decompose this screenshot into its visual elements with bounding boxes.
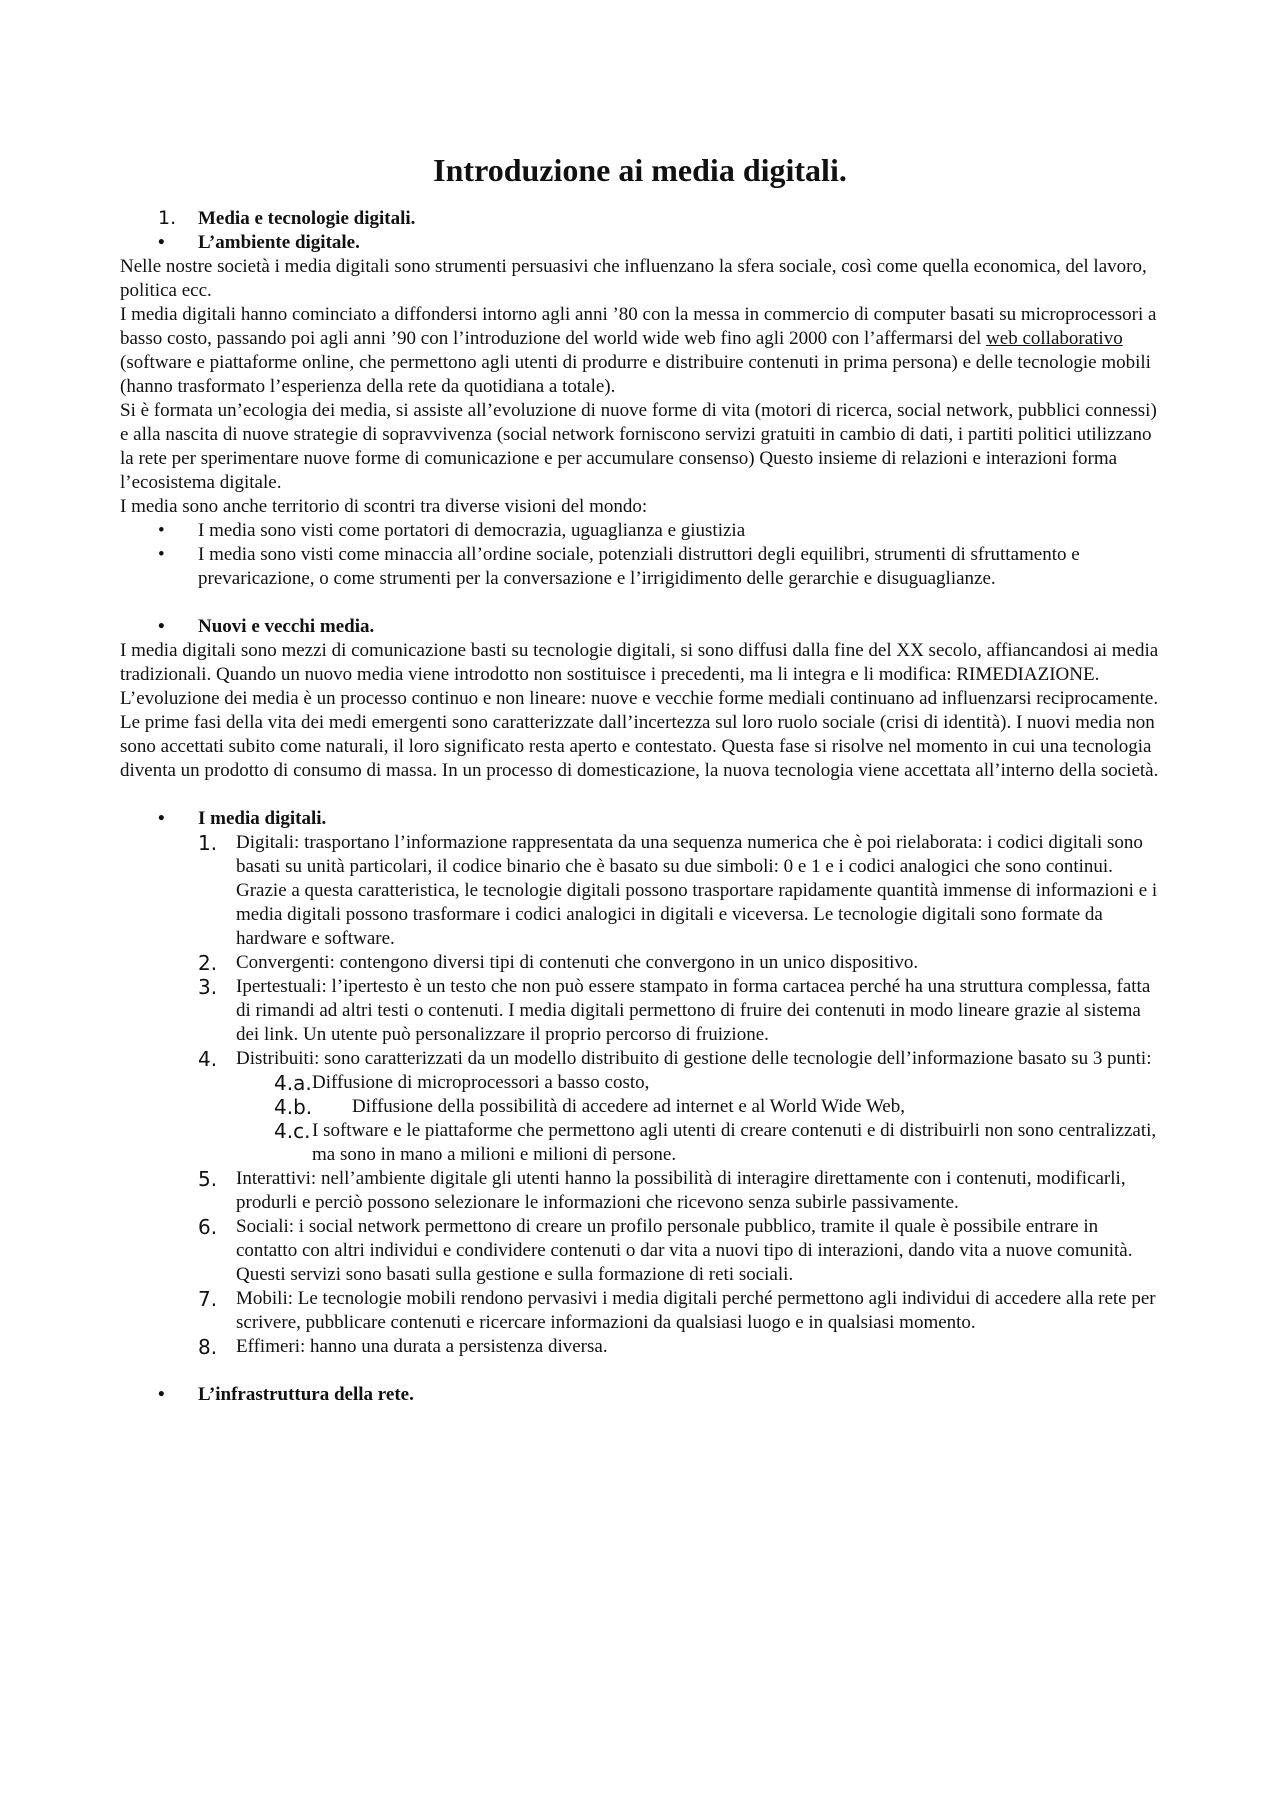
numbered-item [198, 951, 1160, 975]
item-text: Ipertestuali: l’ipertesto è un testo che non può essere stampato in forma cartacea perché ha una struttura complessa, fatta di rimandi ad altri testi o contenuti. I media digitali permettono di fruire dei contenuti in modo lineare grazie al sistema dei link. Un utente può personalizzare il proprio percorso di fruizione. [236, 976, 1151, 1045]
item-number: 2. [198, 951, 218, 975]
bullet-icon: • [158, 520, 165, 541]
underlined-term: web collaborativo [986, 328, 1123, 349]
paragraph-text: I media digitali hanno cominciato a diffondersi intorno agli anni ’80 con la messa in commercio di computer basati su microprocessori a basso costo, passando poi agli anni ’90 con l’introduzione del world wide web fino agli 2000 con l’affermarsi del [120, 304, 1157, 349]
item-text: Interattivi: nell’ambiente digitale gli utenti hanno la possibilità di interagire direttamente con i contenuti, modificarli, produrli e perciò possono selezionare le informazioni che ricevono senza subirle passivamente. [236, 1168, 1126, 1213]
item-number: 7. [198, 1287, 218, 1311]
item-number: 3. [198, 975, 218, 999]
item-text: Convergenti: contengono diversi tipi di contenuti che convergono in un unico dispositivo. [236, 952, 919, 973]
sub-item-text: I software e le piattaforme che permettono agli utenti di creare contenuti e di distribuirli non sono centralizzati, ma sono in mano a milioni e milioni di persone. [312, 1120, 1157, 1165]
paragraph: Le prime fasi della vita dei medi emergenti sono caratterizzate dall’incertezza sul loro ruolo sociale (crisi di identità). I nuovi media non sono accettati subito come naturali, il loro significato resta aperto e contestato. Questa fase si risolve nel momento in cui una tecnologia diventa un prodotto di consumo di massa. In un processo di domesticazione, la nuova tecnologia viene accettata all’interno della società. [120, 712, 1159, 781]
section-heading-text: I media digitali. [198, 808, 327, 829]
section-heading-text: Nuovi e vecchi media. [198, 616, 375, 637]
sub-item [274, 1095, 1160, 1119]
sub-item [274, 1119, 1160, 1167]
sub-item-number: 4.a. [274, 1071, 312, 1095]
bullet-icon: • [158, 1384, 165, 1405]
sub-item-text: Diffusione di microprocessori a basso costo, [312, 1072, 650, 1093]
section-heading-media-digitali [120, 807, 1160, 831]
item-number: 1. [198, 831, 218, 855]
section-heading-text: L’ambiente digitale. [198, 232, 360, 253]
paragraph-text: (software e piattaforme online, che permettono agli utenti di produrre e distribuire contenuti in prima persona) e delle tecnologie mobili (hanno trasformato l’esperienza della rete da quotidiana a totale). [120, 352, 1151, 397]
bullet-icon: • [158, 616, 165, 637]
item-text: Sociali: i social network permettono di creare un profilo personale pubblico, tramite il quale è possibile entrare in contatto con altri individui e condividere contenuti o dar vita a nuovi tipo di interazioni, dando vita a nuove comunità. Questi servizi sono basati sulla gestione e sulla formazione di reti sociali. [236, 1216, 1133, 1285]
section-heading-infrastruttura-rete [120, 1383, 1160, 1407]
sub-item-text: Diffusione della possibilità di accedere ad internet e al World Wide Web, [352, 1096, 905, 1117]
list-item-text: I media sono visti come minaccia all’ordine sociale, potenziali distruttori degli equilibri, strumenti di sfruttamento e prevaricazione, o come strumenti per la conversazione e l’irrigidimento delle gerarchie e disuguaglianze. [198, 544, 1080, 589]
item-number: 8. [198, 1335, 218, 1359]
section-number: 1. [158, 207, 177, 229]
item-number: 6. [198, 1215, 218, 1239]
numbered-item [198, 831, 1160, 951]
section-heading-nuovi-vecchi-media [120, 615, 1160, 639]
sub-item [274, 1071, 1160, 1095]
sub-item-number: 4.b. [274, 1095, 313, 1119]
section-heading-text: L’infrastruttura della rete. [198, 1384, 414, 1405]
item-text: Digitali: trasportano l’informazione rappresentata da una sequenza numerica che è poi rielaborata: i codici digitali sono basati su unità particolari, il codice binario che è basato su due simboli: 0 e 1 e i codici analogici che sono continui. Grazie a questa caratteristica, le tecnologie digitali possono trasportare rapidamente quantità immense di informazioni e i media digitali possono trasformare i codici analogici in digitali e viceversa. Le tecnologie digitali sono formate da hardware e software. [236, 832, 1158, 949]
section-heading-text: Media e tecnologie digitali. [198, 208, 416, 229]
item-text: Effimeri: hanno una durata a persistenza diversa. [236, 1336, 608, 1357]
numbered-item [198, 1287, 1160, 1335]
numbered-item [198, 1215, 1160, 1287]
sub-item-number: 4.c. [274, 1119, 311, 1143]
item-text: Distribuiti: sono caratterizzati da un modello distribuito di gestione delle tecnologie dell’informazione basato su 3 punti: [236, 1048, 1152, 1069]
list-item-text: I media sono visti come portatori di democrazia, uguaglianza e giustizia [198, 520, 746, 541]
bullet-icon: • [158, 544, 165, 565]
bullet-icon: • [158, 232, 165, 253]
bullet-icon: • [158, 808, 165, 829]
numbered-item [198, 1167, 1160, 1215]
paragraph: I media sono anche territorio di scontri tra diverse visioni del mondo: [120, 496, 648, 517]
paragraph: I media digitali sono mezzi di comunicazione basti su tecnologie digitali, si sono diffusi dalla fine del XX secolo, affiancandosi ai media tradizionali. Quando un nuovo media viene introdotto non sostituisce i precedenti, ma li integra e li modifica: RIMEDIAZIONE. [120, 640, 1159, 685]
item-number: 5. [198, 1167, 218, 1191]
document-title: Introduzione ai media digitali. [433, 152, 847, 188]
numbered-item [198, 1335, 1160, 1359]
list-item [120, 543, 1160, 591]
item-number: 4. [198, 1047, 218, 1071]
numbered-item [198, 975, 1160, 1047]
paragraph: Si è formata un’ecologia dei media, si assiste all’evoluzione di nuove forme di vita (motori di ricerca, social network, pubblici connessi) e alla nascita di nuove strategie di sopravvivenza (social network forniscono servizi gratuiti in cambio di dati, i partiti politici utilizzano la rete per sperimentare nuove forme di comunicazione e per accumulare consenso) Questo insieme di relazioni e interazioni forma l’ecosistema digitale. [120, 400, 1157, 493]
paragraph: L’evoluzione dei media è un processo continuo e non lineare: nuove e vecchie forme mediali continuano ad influenzarsi reciprocamente. [120, 688, 1159, 709]
section-heading-media-tecnologie [120, 206, 1160, 231]
paragraph [120, 303, 1160, 399]
list-item [120, 519, 1160, 543]
section-heading-ambiente-digitale [120, 231, 1160, 255]
numbered-item [198, 1047, 1160, 1071]
item-text: Mobili: Le tecnologie mobili rendono pervasivi i media digitali perché permettono agli individui di accedere alla rete per scrivere, pubblicare contenuti e ricercare informazioni da qualsiasi luogo e in qualsiasi momento. [236, 1288, 1156, 1333]
paragraph: Nelle nostre società i media digitali sono strumenti persuasivi che influenzano la sfera sociale, così come quella economica, del lavoro, politica ecc. [120, 256, 1147, 301]
